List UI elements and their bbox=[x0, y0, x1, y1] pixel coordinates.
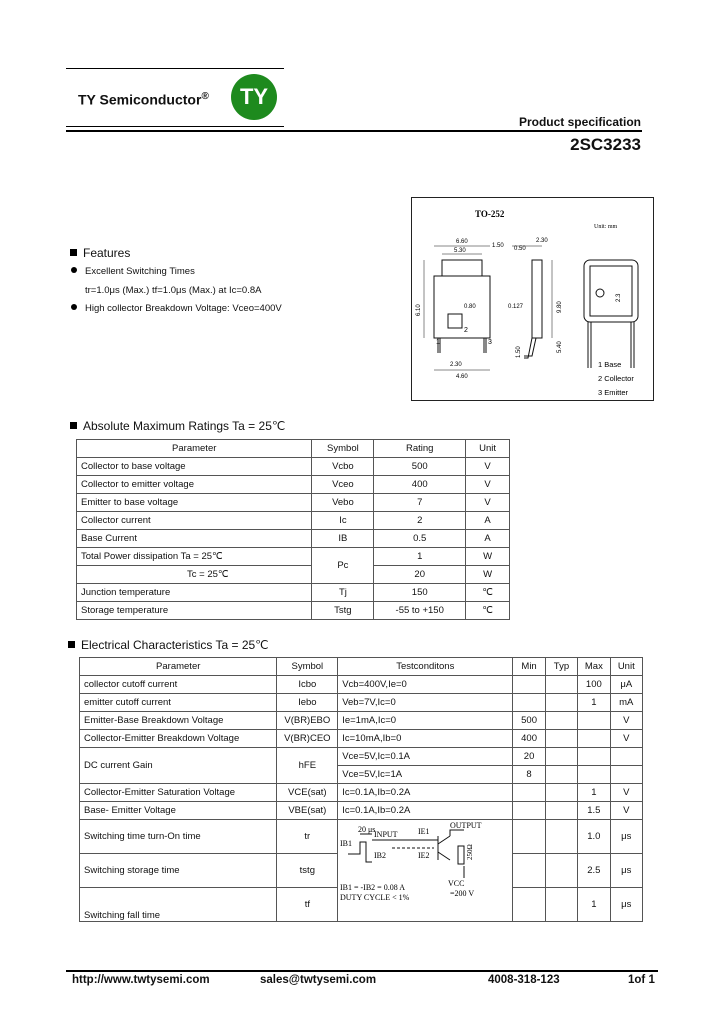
param-cell: collector cutoff current bbox=[80, 676, 277, 694]
unit-cell: A bbox=[466, 530, 510, 548]
param-cell: Collector to emitter voltage bbox=[77, 476, 312, 494]
dim-9: 6.10 bbox=[416, 304, 422, 316]
symbol-cell: Vebo bbox=[312, 494, 374, 512]
column-header: Min bbox=[513, 658, 545, 676]
package-name: TO-252 bbox=[475, 209, 505, 219]
dim-5b: 2.30 bbox=[536, 238, 548, 244]
symbol-cell: hFE bbox=[277, 748, 338, 784]
abs-max-table bbox=[76, 439, 510, 620]
unit-cell: μs bbox=[610, 888, 642, 922]
dim-6: 4.60 bbox=[456, 374, 468, 380]
condition-cell: Ic=0.1A,Ib=0.2A bbox=[338, 784, 513, 802]
min-cell bbox=[513, 694, 545, 712]
footer-email[interactable]: sales@twtysemi.com bbox=[260, 974, 377, 986]
unit-cell: A bbox=[466, 512, 510, 530]
param-cell: Switching storage time bbox=[80, 854, 277, 888]
footer-url[interactable]: http://www.twtysemi.com bbox=[72, 974, 210, 986]
dim-8: 0.80 bbox=[464, 304, 476, 310]
dim-4: 0.50 bbox=[514, 246, 526, 252]
ib2-label: IB2 bbox=[374, 851, 387, 860]
unit-cell: V bbox=[466, 494, 510, 512]
unit-cell bbox=[610, 748, 642, 766]
symbol-cell: Icbo bbox=[277, 676, 338, 694]
table-row bbox=[80, 748, 643, 766]
param-cell: Switching fall time bbox=[80, 888, 277, 922]
max-cell: 1 bbox=[578, 784, 610, 802]
param-cell: Junction temperature bbox=[77, 584, 312, 602]
table-header-row bbox=[77, 440, 510, 458]
table-row bbox=[80, 820, 643, 854]
param-cell: Collector current bbox=[77, 512, 312, 530]
column-header: Parameter bbox=[80, 658, 277, 676]
typ-cell bbox=[545, 888, 577, 922]
header-bottom-rule bbox=[66, 126, 284, 127]
param-cell: Emitter to base voltage bbox=[77, 494, 312, 512]
unit-cell: ℃ bbox=[466, 602, 510, 620]
rating-cell: 0.5 bbox=[374, 530, 466, 548]
symbol-cell: tstg bbox=[277, 854, 338, 888]
rating-cell: 20 bbox=[374, 566, 466, 584]
table-row bbox=[80, 694, 643, 712]
param-cell: Base Current bbox=[77, 530, 312, 548]
condition-cell: Vce=5V,Ic=0.1A bbox=[338, 748, 513, 766]
side-view bbox=[512, 246, 552, 358]
feature-item-1: Excellent Switching Times bbox=[71, 266, 195, 277]
max-cell bbox=[578, 712, 610, 730]
dim-2: 5.30 bbox=[454, 248, 466, 254]
condition-cell: Ic=10mA,Ib=0 bbox=[338, 730, 513, 748]
unit-cell: μs bbox=[610, 854, 642, 888]
max-cell bbox=[578, 730, 610, 748]
unit-label: Unit: mm bbox=[594, 224, 618, 230]
rating-cell: 150 bbox=[374, 584, 466, 602]
typ-cell bbox=[545, 854, 577, 888]
column-header: Max bbox=[578, 658, 610, 676]
pulse-width-label: 20 μs bbox=[358, 825, 376, 834]
unit-cell: V bbox=[610, 784, 642, 802]
column-header: Parameter bbox=[77, 440, 312, 458]
table-header-row bbox=[80, 658, 643, 676]
symbol-cell: tr bbox=[277, 820, 338, 854]
table-row bbox=[80, 802, 643, 820]
max-cell: 100 bbox=[578, 676, 610, 694]
feature-item-3: High collector Breakdown Voltage: Vceo=400V bbox=[71, 303, 282, 314]
min-cell: 500 bbox=[513, 712, 545, 730]
ie1-label: IE1 bbox=[418, 827, 430, 836]
rating-cell: 7 bbox=[374, 494, 466, 512]
table-row bbox=[80, 712, 643, 730]
rating-cell: 500 bbox=[374, 458, 466, 476]
param-cell: Collector-Emitter Saturation Voltage bbox=[80, 784, 277, 802]
min-cell: 20 bbox=[513, 748, 545, 766]
input-label: INPUT bbox=[374, 830, 398, 839]
symbol-cell: Ic bbox=[312, 512, 374, 530]
symbol-cell: VCE(sat) bbox=[277, 784, 338, 802]
max-cell: 1.5 bbox=[578, 802, 610, 820]
dim-1: 6.60 bbox=[456, 239, 468, 245]
footer-rule bbox=[66, 970, 658, 972]
param-cell: Emitter-Base Breakdown Voltage bbox=[80, 712, 277, 730]
max-cell: 1 bbox=[578, 888, 610, 922]
condition-cell: Vcb=400V,Ie=0 bbox=[338, 676, 513, 694]
bullet-icon bbox=[71, 304, 77, 310]
duty-cycle: DUTY CYCLE < 1% bbox=[340, 893, 410, 902]
typ-cell bbox=[545, 802, 577, 820]
pin-label-3: 3 Emitter bbox=[598, 388, 629, 397]
table-row bbox=[77, 494, 510, 512]
unit-cell: ℃ bbox=[466, 584, 510, 602]
typ-cell bbox=[545, 712, 577, 730]
typ-cell bbox=[545, 730, 577, 748]
param-cell: Collector-Emitter Breakdown Voltage bbox=[80, 730, 277, 748]
dim-10: 9.80 bbox=[557, 301, 563, 313]
column-header: Typ bbox=[545, 658, 577, 676]
param-cell: DC current Gain bbox=[80, 748, 277, 784]
section-square-icon bbox=[70, 422, 77, 429]
condition-cell: Veb=7V,Ic=0 bbox=[338, 694, 513, 712]
unit-cell: V bbox=[466, 458, 510, 476]
min-cell bbox=[513, 802, 545, 820]
features-heading: Features bbox=[70, 246, 130, 260]
unit-cell: V bbox=[610, 730, 642, 748]
min-cell bbox=[513, 784, 545, 802]
footer-phone: 4008-318-123 bbox=[488, 974, 560, 986]
back-dim: 2.3 bbox=[616, 293, 622, 302]
dim-3: 1.50 bbox=[492, 243, 504, 249]
symbol-cell: Iebo bbox=[277, 694, 338, 712]
min-cell: 400 bbox=[513, 730, 545, 748]
feature-item-2: tr=1.0μs (Max.) tf=1.0μs (Max.) at Ic=0.8A bbox=[85, 285, 262, 296]
symbol-cell: IB bbox=[312, 530, 374, 548]
column-header: Testconditons bbox=[338, 658, 513, 676]
param-cell: Collector to base voltage bbox=[77, 458, 312, 476]
symbol-cell: Tj bbox=[312, 584, 374, 602]
unit-cell bbox=[610, 766, 642, 784]
vcc-value: =200 V bbox=[450, 889, 475, 898]
title-rule bbox=[66, 130, 642, 132]
brand-name: TY Semiconductor® bbox=[78, 91, 209, 108]
typ-cell bbox=[545, 766, 577, 784]
part-number: 2SC3233 bbox=[570, 135, 641, 154]
typ-cell bbox=[545, 820, 577, 854]
max-cell: 1.0 bbox=[578, 820, 610, 854]
dim-11: 1.50 bbox=[516, 346, 522, 358]
max-cell: 2.5 bbox=[578, 854, 610, 888]
dim-5: 2.30 bbox=[450, 362, 462, 368]
symbol-cell: Tstg bbox=[312, 602, 374, 620]
condition-cell: Ic=0.1A,Ib=0.2A bbox=[338, 802, 513, 820]
min-cell: 8 bbox=[513, 766, 545, 784]
symbol-cell: Vceo bbox=[312, 476, 374, 494]
unit-cell: V bbox=[610, 802, 642, 820]
column-header: Unit bbox=[610, 658, 642, 676]
front-view bbox=[424, 246, 490, 370]
min-cell bbox=[513, 676, 545, 694]
table-row bbox=[80, 676, 643, 694]
pin-label-2: 2 Collector bbox=[598, 374, 634, 383]
symbol-cell: VBE(sat) bbox=[277, 802, 338, 820]
symbol-cell: tf bbox=[277, 888, 338, 922]
symbol-cell: Pc bbox=[312, 548, 374, 584]
pin-label-1: 1 Base bbox=[598, 360, 622, 369]
table-row bbox=[77, 548, 510, 566]
column-header: Symbol bbox=[312, 440, 374, 458]
header-top-rule bbox=[66, 68, 284, 69]
dim-12: 5.40 bbox=[557, 341, 563, 353]
max-cell bbox=[578, 766, 610, 784]
table-row bbox=[77, 584, 510, 602]
section-square-icon bbox=[68, 641, 75, 648]
min-cell bbox=[513, 820, 545, 854]
elec-heading: Electrical Characteristics Ta = 25℃ bbox=[68, 638, 269, 652]
ib1-label: IB1 bbox=[340, 839, 353, 848]
column-header: Unit bbox=[466, 440, 510, 458]
symbol-cell: Vcbo bbox=[312, 458, 374, 476]
param-cell: Switching time turn-On time bbox=[80, 820, 277, 854]
table-row bbox=[77, 566, 510, 584]
table-row bbox=[80, 784, 643, 802]
table-row bbox=[77, 602, 510, 620]
ib-condition: IB1 = -IB2 = 0.08 A bbox=[340, 883, 406, 892]
pin-1: 1 bbox=[436, 339, 440, 346]
rating-cell: -55 to +150 bbox=[374, 602, 466, 620]
symbol-cell: V(BR)EBO bbox=[277, 712, 338, 730]
package-drawing bbox=[411, 197, 654, 401]
table-row bbox=[77, 476, 510, 494]
table-row bbox=[77, 512, 510, 530]
table-row bbox=[80, 730, 643, 748]
rating-cell: 1 bbox=[374, 548, 466, 566]
unit-cell: W bbox=[466, 566, 510, 584]
back-view bbox=[584, 260, 638, 368]
typ-cell bbox=[545, 748, 577, 766]
unit-cell: V bbox=[466, 476, 510, 494]
dim-7: 0.127 bbox=[508, 304, 524, 310]
column-header: Rating bbox=[374, 440, 466, 458]
table-row bbox=[77, 458, 510, 476]
unit-cell: mA bbox=[610, 694, 642, 712]
max-cell: 1 bbox=[578, 694, 610, 712]
pin-3: 3 bbox=[488, 339, 492, 346]
elec-table bbox=[79, 657, 643, 922]
unit-cell: V bbox=[610, 712, 642, 730]
package-outline-drawing bbox=[412, 198, 653, 400]
vcc-label: VCC bbox=[448, 879, 465, 888]
column-header: Symbol bbox=[277, 658, 338, 676]
brand-logo: TY bbox=[231, 74, 277, 120]
unit-cell: W bbox=[466, 548, 510, 566]
min-cell bbox=[513, 854, 545, 888]
output-label: OUTPUT bbox=[450, 821, 482, 830]
param-cell: Total Power dissipation Ta = 25℃ bbox=[77, 548, 312, 566]
switching-circuit-cell bbox=[338, 820, 513, 922]
table-row bbox=[77, 530, 510, 548]
typ-cell bbox=[545, 784, 577, 802]
symbol-cell: V(BR)CEO bbox=[277, 730, 338, 748]
max-cell bbox=[578, 748, 610, 766]
ie2-label: IE2 bbox=[418, 851, 430, 860]
section-square-icon bbox=[70, 249, 77, 256]
param-cell: Storage temperature bbox=[77, 602, 312, 620]
resistor-label: 250Ω bbox=[466, 844, 475, 860]
pin-2: 2 bbox=[464, 327, 468, 334]
typ-cell bbox=[545, 676, 577, 694]
unit-cell: μA bbox=[610, 676, 642, 694]
rating-cell: 2 bbox=[374, 512, 466, 530]
switching-test-circuit bbox=[338, 820, 510, 920]
condition-cell: Ie=1mA,Ic=0 bbox=[338, 712, 513, 730]
unit-cell: μs bbox=[610, 820, 642, 854]
param-cell: Base- Emitter Voltage bbox=[80, 802, 277, 820]
min-cell bbox=[513, 888, 545, 922]
footer-page: 1of 1 bbox=[628, 974, 655, 986]
typ-cell bbox=[545, 694, 577, 712]
condition-cell: Vce=5V,Ic=1A bbox=[338, 766, 513, 784]
param-cell: emitter cutoff current bbox=[80, 694, 277, 712]
doc-type: Product specification bbox=[518, 115, 641, 129]
bullet-icon bbox=[71, 267, 77, 273]
rating-cell: 400 bbox=[374, 476, 466, 494]
abs-max-heading: Absolute Maximum Ratings Ta = 25℃ bbox=[70, 419, 285, 433]
param-cell: Tc = 25℃ bbox=[77, 566, 312, 584]
